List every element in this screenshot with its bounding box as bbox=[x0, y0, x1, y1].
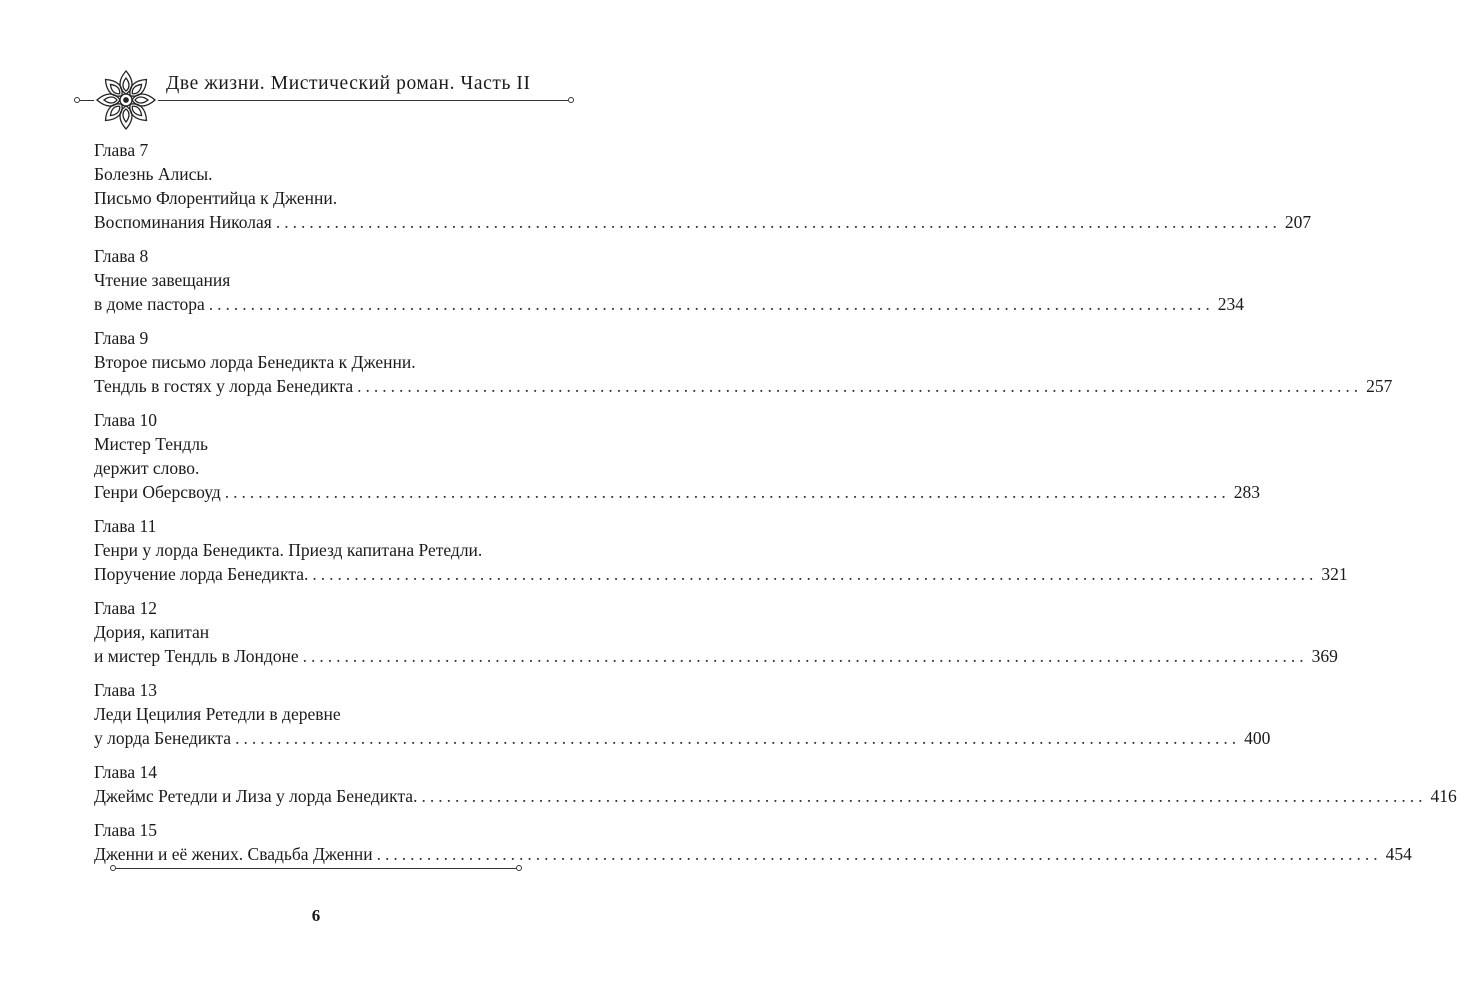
chapter-title-line: Воспоминания Николая bbox=[94, 212, 272, 232]
chapter-title-line: у лорда Бенедикта bbox=[94, 728, 232, 748]
chapter-title-line: Мистер Тендль bbox=[94, 434, 209, 454]
page-ref: 283 bbox=[1233, 482, 1261, 502]
page-ref: 400 bbox=[1244, 728, 1271, 748]
chapter-label: Глава 11 bbox=[94, 516, 157, 536]
header-title: Две жизни. Мистический роман. Часть II bbox=[166, 73, 531, 94]
dot-leader: ........................................................................................................................ bbox=[357, 376, 1363, 396]
toc-leader-line bbox=[94, 210, 1312, 234]
toc-leader-line bbox=[94, 562, 1348, 586]
toc-entry bbox=[94, 326, 1393, 398]
chapter-label: Глава 15 bbox=[94, 820, 157, 840]
chapter-label: Глава 14 bbox=[94, 762, 157, 782]
page-number: 6 bbox=[311, 906, 321, 925]
chapter-label: Глава 8 bbox=[94, 246, 149, 266]
toc-entry bbox=[94, 596, 1338, 668]
dot-leader: ........................................................................................................................ bbox=[208, 294, 1214, 314]
dot-leader: ........................................................................................................................ bbox=[224, 482, 1230, 502]
toc-entry bbox=[94, 760, 1457, 808]
chapter-label: Глава 10 bbox=[94, 410, 157, 430]
header-rule-left-dot bbox=[74, 97, 80, 103]
chapter-title-line: Джеймс Ретедли и Лиза у лорда Бенедикта. bbox=[94, 786, 418, 806]
chapter-label: Глава 13 bbox=[94, 680, 157, 700]
toc-entry bbox=[94, 818, 1412, 866]
chapter-title-line: Тендль в гостях у лорда Бенедикта bbox=[94, 376, 354, 396]
toc-leader-line bbox=[94, 644, 1338, 668]
page-ref: 207 bbox=[1284, 212, 1312, 232]
chapter-title-line: Дженни и её жених. Свадьба Дженни bbox=[94, 844, 373, 864]
chapter-title-line: Генри у лорда Бенедикта. Приезд капитана Ретедли. bbox=[94, 540, 483, 560]
chapter-title-line: Чтение завещания bbox=[94, 270, 231, 290]
chapter-title-line: Письмо Флорентийца к Дженни. bbox=[94, 188, 338, 208]
page-ref: 369 bbox=[1311, 646, 1338, 666]
page-footer bbox=[110, 862, 522, 932]
toc-entry bbox=[94, 514, 1348, 586]
chapter-label: Глава 9 bbox=[94, 328, 149, 348]
dot-leader: ........................................................................................................................ bbox=[302, 646, 1308, 666]
toc-leader-line bbox=[94, 292, 1245, 316]
running-header bbox=[74, 68, 574, 132]
chapter-title-line: Поручение лорда Бенедикта. bbox=[94, 564, 309, 584]
toc-leader-line bbox=[94, 726, 1271, 750]
chapter-title-line: и мистер Тендль в Лондоне bbox=[94, 646, 299, 666]
toc-entry bbox=[94, 678, 1271, 750]
page-ref: 454 bbox=[1385, 844, 1412, 864]
page-ref: 321 bbox=[1321, 564, 1348, 584]
table-of-contents bbox=[94, 138, 1457, 876]
header-rule-right-dot bbox=[568, 97, 574, 103]
footer-rule bbox=[116, 868, 516, 869]
dot-leader: ........................................................................................................................ bbox=[275, 212, 1281, 232]
toc-leader-line bbox=[94, 480, 1261, 504]
page-ref: 257 bbox=[1366, 376, 1393, 396]
chapter-title-line: Дория, капитан bbox=[94, 622, 210, 642]
toc-leader-line bbox=[94, 784, 1457, 808]
footer-rule-left-dot bbox=[110, 865, 116, 871]
toc-leader-line bbox=[94, 374, 1393, 398]
chapter-label: Глава 12 bbox=[94, 598, 157, 618]
dot-leader: ........................................................................................................................ bbox=[312, 564, 1318, 584]
chapter-title-line: Болезнь Алисы. bbox=[94, 164, 213, 184]
dot-leader: ........................................................................................................................ bbox=[421, 786, 1427, 806]
dot-leader: ........................................................................................................................ bbox=[235, 728, 1241, 748]
dot-leader: ........................................................................................................................ bbox=[376, 844, 1382, 864]
chapter-title-line: в доме пастора bbox=[94, 294, 205, 314]
chapter-title-line: Леди Цецилия Ретедли в деревне bbox=[94, 704, 341, 724]
chapter-title-line: Второе письмо лорда Бенедикта к Дженни. bbox=[94, 352, 416, 372]
lotus-mandala-icon bbox=[94, 68, 158, 132]
chapter-label: Глава 7 bbox=[94, 140, 149, 160]
toc-entry bbox=[94, 408, 1261, 504]
page-ref: 234 bbox=[1217, 294, 1245, 314]
toc-entry bbox=[94, 244, 1245, 316]
page-ref: 416 bbox=[1430, 786, 1457, 806]
toc-entry bbox=[94, 138, 1312, 234]
chapter-title-line: Генри Оберсвоуд bbox=[94, 482, 221, 502]
chapter-title-line: держит слово. bbox=[94, 458, 200, 478]
footer-rule-right-dot bbox=[516, 865, 522, 871]
